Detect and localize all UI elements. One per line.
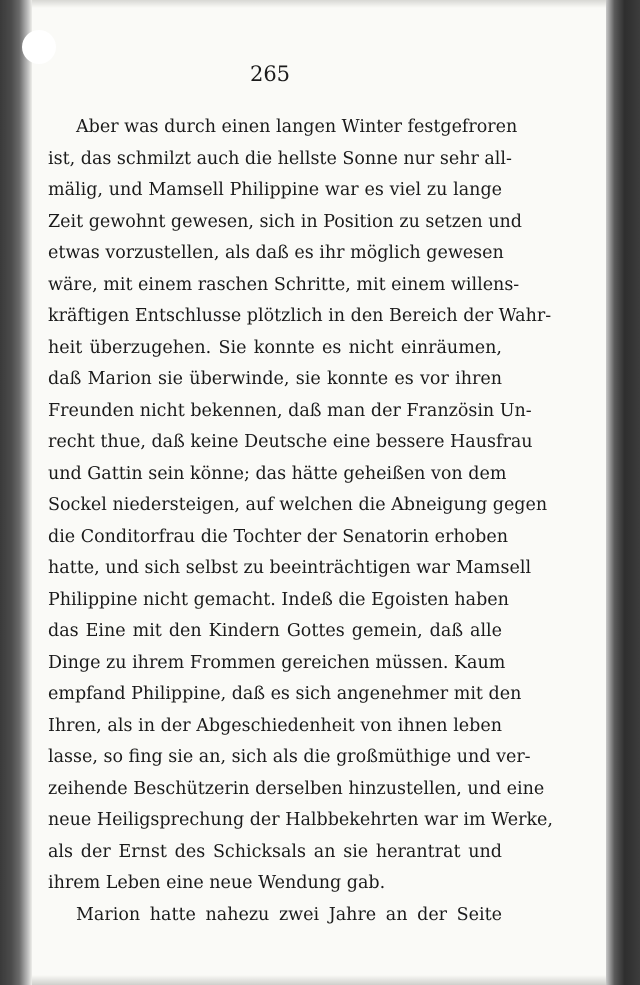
scan-shadow-top [32, 0, 606, 8]
text-line: hatte, und sich selbst zu beeinträchtigen war Mamsell [48, 558, 532, 578]
text-line: empfand Philippine, daß es sich angenehmer mit den [48, 684, 522, 704]
text-line: und Gattin sein könne; das hätte geheißen von dem [48, 463, 507, 484]
text-line: das Eine mit den Kindern Gottes gemein, daß alle [48, 621, 502, 641]
text-line: etwas vorzustellen, als daß es ihr möglich gewesen [48, 243, 504, 263]
page-number: 265 [249, 62, 291, 86]
text-line: ist, das schmilzt auch die hellste Sonne nur sehr all- [48, 148, 512, 169]
text-line: Sockel niedersteigen, auf welchen die Abneigung gegen [48, 495, 548, 515]
text-line: die Conditorfrau die Tochter der Senatorin erhoben [48, 526, 508, 547]
text-line: Zeit gewohnt gewesen, sich in Position zu setzen und [48, 211, 522, 232]
text-line: Marion hatte nahezu zwei Jahre an der Seite [76, 904, 502, 925]
text-line: Aber was durch einen langen Winter festgefroren [76, 117, 518, 137]
text-line: Dinge zu ihrem Frommen gereichen müssen. Kaum [48, 652, 506, 673]
text-line: recht thue, daß keine Deutsche eine bessere Hausfrau [48, 432, 533, 452]
text-line: heit überzugehen. Sie konnte es nicht einräumen, [48, 337, 502, 358]
text-line: neue Heiligsprechung der Halbbekehrten war im Werke, [48, 810, 553, 830]
scan-shadow-bottom [32, 975, 606, 985]
body-text [48, 112, 553, 931]
text-line: Philippine nicht gemacht. Indeß die Egoisten haben [48, 589, 509, 610]
text-line: als der Ernst des Schicksals an sie herantrat und [48, 841, 502, 862]
scan-shadow-right [606, 0, 640, 985]
text-line: Freunden nicht bekennen, daß man der Französin Un- [48, 400, 532, 421]
text-line: ihrem Leben eine neue Wendung gab. [48, 873, 386, 893]
scan-punch-hole [22, 30, 56, 64]
text-line: mälig, und Mamsell Philippine war es viel zu lange [48, 180, 502, 200]
text-line: kräftigen Entschlusse plötzlich in den Bereich der Wahr- [48, 306, 552, 326]
scan-shadow-left [0, 0, 32, 985]
text-line: Ihren, als in der Abgeschiedenheit von ihnen leben [48, 715, 502, 736]
text-line: wäre, mit einem raschen Schritte, mit einem willens- [48, 274, 520, 295]
text-line: zeihende Beschützerin derselben hinzustellen, und eine [48, 778, 545, 799]
text-line: daß Marion sie überwinde, sie konnte es vor ihren [48, 369, 502, 389]
text-line: lasse, so fing sie an, sich als die großmüthige und ver- [48, 747, 531, 767]
